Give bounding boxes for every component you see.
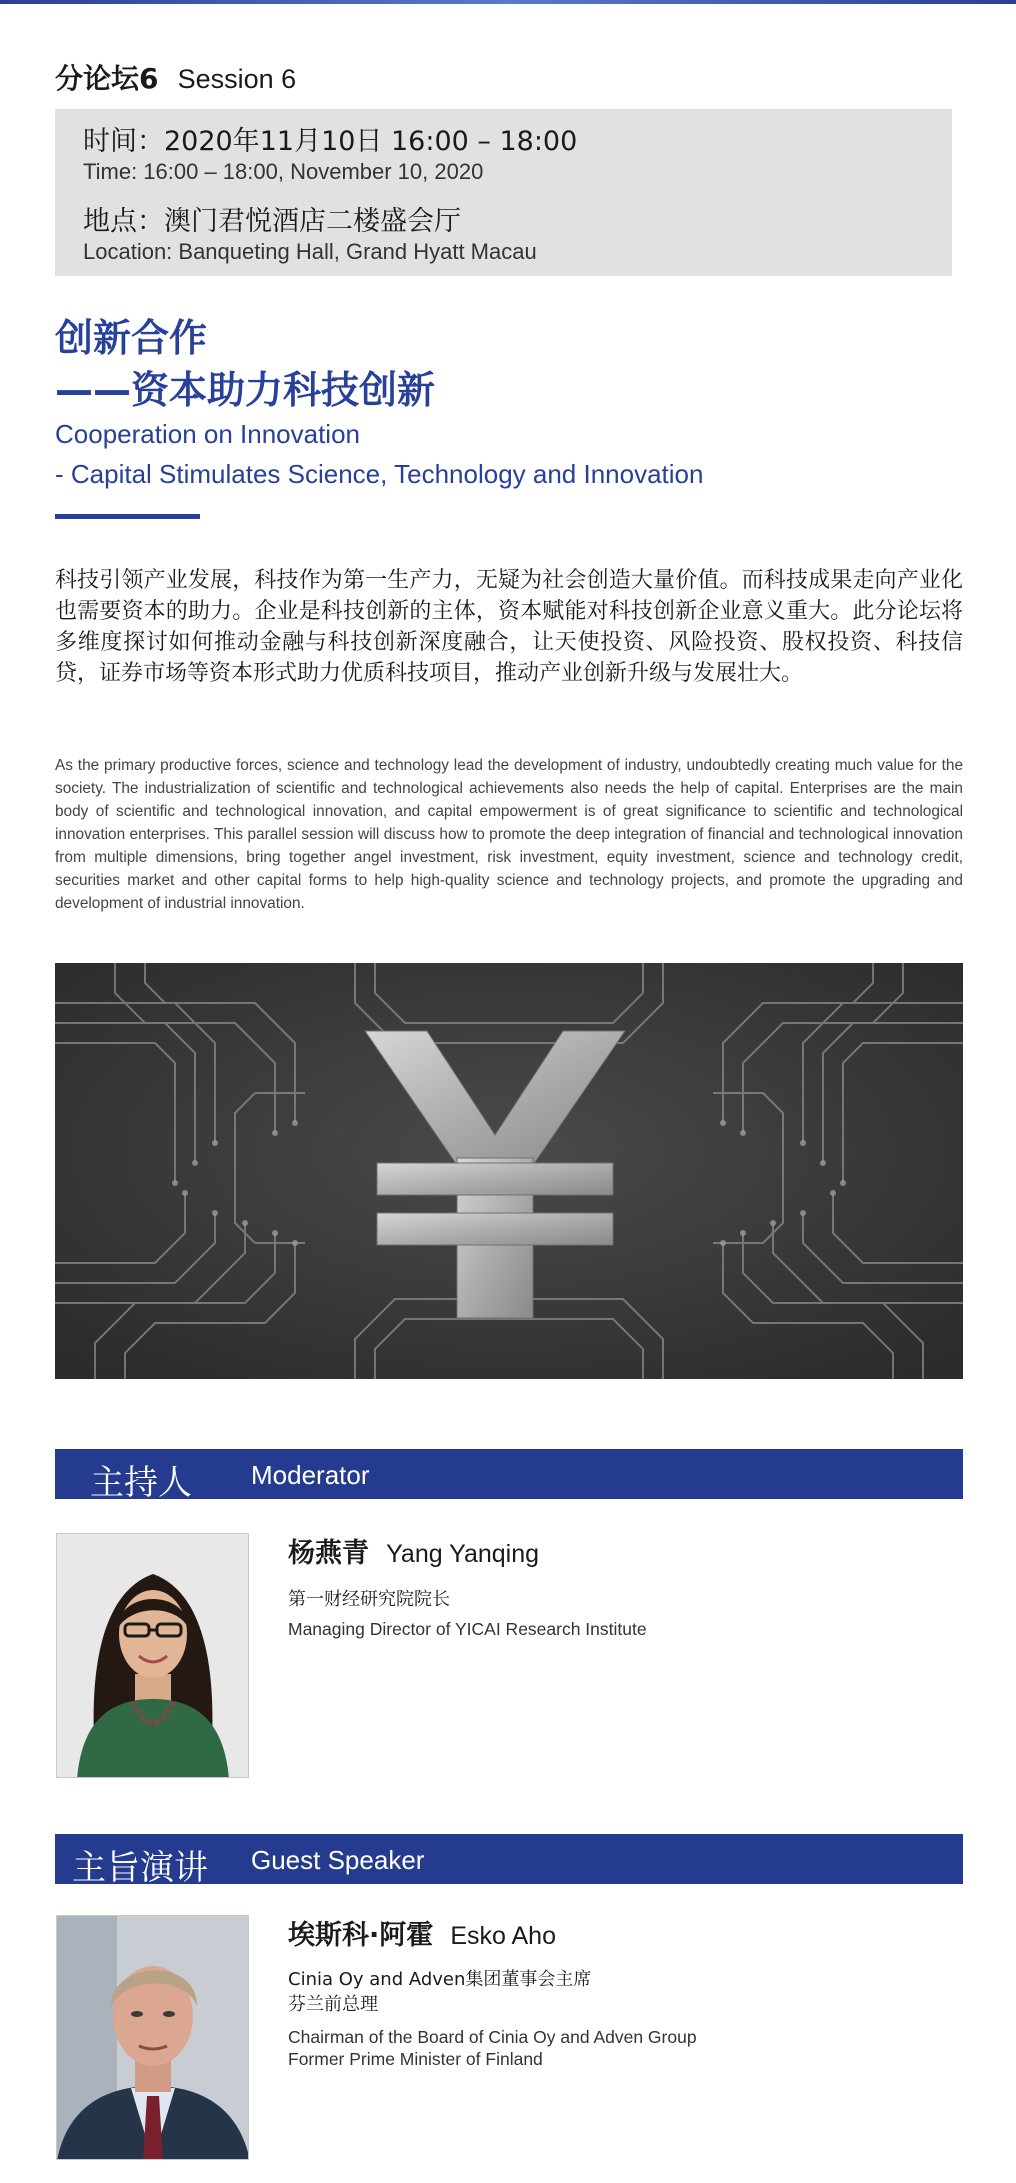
top-accent-rule <box>0 0 1016 4</box>
moderator-title-cn: 第一财经研究院院长 <box>288 1589 450 1610</box>
time-en: Time: 16:00 – 18:00, November 10, 2020 <box>83 159 484 184</box>
moderator-heading-cn: 主持人 <box>90 1463 192 1503</box>
topic-title-en-line2: - Capital Stimulates Science, Technology and Innovation <box>55 459 704 489</box>
session-heading <box>55 57 296 97</box>
moderator-heading-en: Moderator <box>251 1460 370 1490</box>
topic-title-en-line1: Cooperation on Innovation <box>55 419 361 449</box>
moderator-photo <box>56 1533 249 1778</box>
topic-title-cn-line2: ——资本助力科技创新 <box>55 368 436 412</box>
moderator-name-en: Yang Yanqing <box>386 1540 540 1568</box>
session-label-en: Session 6 <box>177 64 297 94</box>
moderator-name-cn: 杨燕青 <box>288 1538 369 1569</box>
session-label-cn: 分论坛6 <box>55 62 159 95</box>
topic-title-cn-line1: 创新合作 <box>55 316 208 360</box>
hero-image-yuan-circuit <box>55 963 963 1379</box>
location-en: Location: Banqueting Hall, Grand Hyatt Macau <box>83 239 537 264</box>
moderator-title-en: Managing Director of YICAI Research Institute <box>288 1619 647 1639</box>
guest-title-cn-line1: Cinia Oy and Adven集团董事会主席 <box>288 1969 592 1990</box>
topic-underline <box>55 514 200 519</box>
guest-speaker-details <box>288 1913 928 2070</box>
guest-title-cn-line2: 芬兰前总理 <box>288 1994 378 2015</box>
guest-heading-en: Guest Speaker <box>251 1845 425 1875</box>
location-cn: 地点：澳门君悦酒店二楼盛会厅 <box>83 206 461 237</box>
moderator-details <box>288 1531 928 1640</box>
guest-name-en: Esko Aho <box>450 1922 556 1950</box>
intro-paragraph-cn: 科技引领产业发展，科技作为第一生产力，无疑为社会创造大量价值。而科技成果走向产业化也需要资本的助力。企业是科技创新的主体，资本赋能对科技创新企业意义重大。此分论坛将多维度探讨如何推动金融与科技创新深度融合，让天使投资、风险投资、股权投资、科技信贷，证券市场等资本形式助力优质科技项目，推动产业创新升级与发展壮大。 <box>55 568 963 686</box>
intro-paragraph-en: As the primary productive forces, science and technology lead the development of industry, undoubtedly creating much value for the society. The industrialization of scientific and technological achievements also needs the help of capital. Enterprises are the main body of scientific and technological innovation, and capital empowerment is of great significance to scientific and technological innovation enterprises. This parallel session will discuss how to promote the deep integration of financial and technological innovation from multiple dimensions, bring together angel investment, risk investment, equity investment, science and technology credit, securities market and other capital forms to help high-quality science and technology projects, and promote the upgrading and development of industrial innovation. <box>55 757 963 912</box>
guest-title-en-line1: Chairman of the Board of Cinia Oy and Adven Group <box>288 2027 697 2047</box>
guest-title-en-line2: Former Prime Minister of Finland <box>288 2049 543 2069</box>
guest-heading-cn: 主旨演讲 <box>72 1848 208 1888</box>
guest-speaker-section-bar <box>55 1834 963 1888</box>
guest-speaker-photo <box>56 1915 249 2160</box>
session-info-box <box>55 109 952 276</box>
time-cn: 时间：2020年11月10日 16:00 – 18:00 <box>83 126 578 157</box>
guest-name-cn: 埃斯科·阿霍 <box>288 1920 434 1951</box>
moderator-section-bar <box>55 1449 963 1503</box>
